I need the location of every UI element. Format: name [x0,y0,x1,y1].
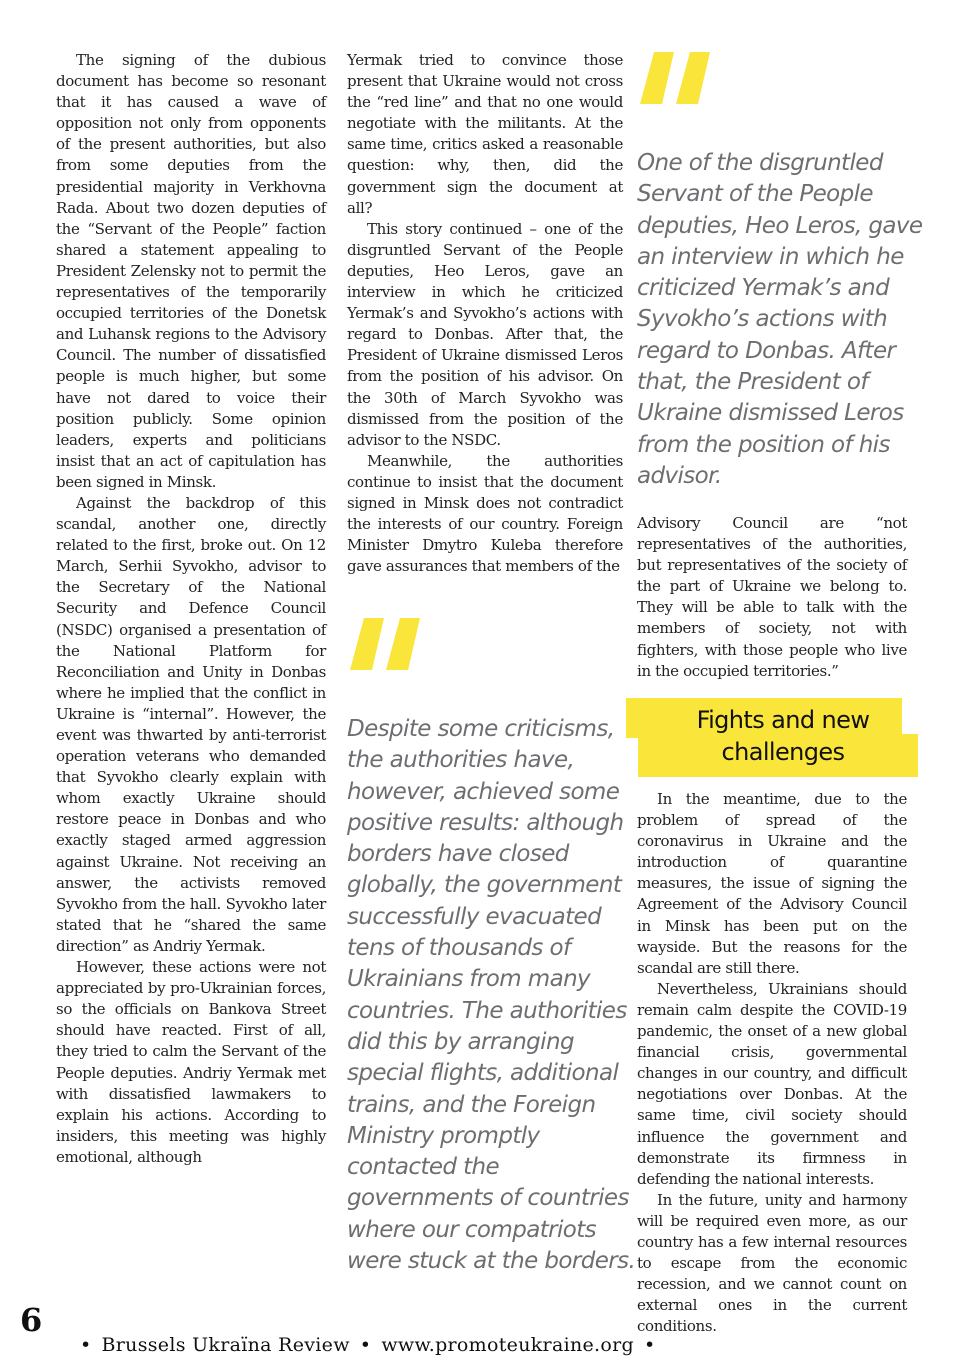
body-paragraph: Yermak tried to convince those present that Ukraine would not cross the “red line” and that no one would negotiate with the militants. At the same time, critics asked a reasonable question: why, then, did the government sign the document at all? [347,51,623,217]
page-number: 6 [20,1301,43,1339]
website-link[interactable]: www.promoteukraine.org [381,1334,634,1356]
body-paragraph: In the future, unity and harmony will be required even more, as our country has a few internal resources to escape from the economic recession, and we cannot count on external ones in the current conditions. [637,1190,907,1336]
body-paragraph: Meanwhile, the authorities continue to insist that the document signed in Minsk does not contradict the interests of our country. Foreign Minister Dmytro Kuleba therefore gave assurances that members of the [347,451,623,576]
double-quote-icon [350,618,422,674]
body-paragraph: However, these actions were not appreciated by pro-Ukrainian forces, so the officials on Bankova Street should have reacted. First of all, they tried to calm the Servant of the People deputies. Andriy Yermak met with dissatisfied lawmakers to explain his actions. According to insiders, this meeting was highly emotional, although [56,958,326,1166]
body-paragraph: In the meantime, due to the problem of spread of the coronavirus in Ukraine and the introduction of quarantine measures, the issue of signing the Agreement of the Advisory Council in Minsk has been put on the wayside. But the reasons for the scandal are still there. [637,790,907,977]
body-paragraph: Nevertheless, Ukrainians should remain calm despite the COVID-19 pandemic, the onset of a new global financial crisis, governmental changes in our country, and difficult negotiations over Donbas. At the same time, civil society should influence the government and demonstrate its firmness in defending the national interests. [637,979,907,1188]
body-paragraph: Against the backdrop of this scandal, another one, directly related to the first, broke out. On 12 March, Serhii Syvokho, advisor to the Secretary of the National Security and Defence Council (NSDC) organised a presentation of the National Platform for Reconciliation and Unity in Donbas where he implied that the conflict in Ukraine is “internal”. However, the event was thwarted by anti-terrorist operation veterans who demanded that Syvokho clearly explain with whom exactly Ukraine should restore peace in Donbas and who exactly staged armed aggression against Ukraine. Not receiving an answer, the activists removed Syvokho from the hall. Syvokho later stated that he “shared the same direction” as Andriy Yermak. [56,493,326,955]
article-column-1 [56,50,326,1168]
article-column-3 [637,513,907,682]
body-paragraph: This story continued – one of the disgruntled Servant of the People deputies, Heo Leros, gave an interview in which he criticized Yermak’s and Syvokho’s actions with regard to Donbas. After that, the President of Ukraine dismissed Leros from the position of his advisor. On the 30th of March Syvokho was dismissed from the position of the advisor to the NSDC. [347,219,623,449]
body-paragraph: The signing of the dubious document has become so resonant that it has caused a wave of opposition not only from opponents of the present authorities, but also from some deputies from the presidential majority in Verkhovna Rada. About two dozen deputies of the “Servant of the People” faction shared a statement appealing to President Zelensky not to permit the representatives of the temporarily occupied territories of the Donetsk and Luhansk regions to the Advisory Council. The number of dissatisfied people is much higher, but some have not dared to voice their position publicly. Some opinion leaders, experts and politicians insist that an act of capitulation has been signed in Minsk. [56,51,326,491]
bullet-separator: • [80,1334,92,1356]
pull-quote: One of the disgruntled Servant of the People deputies, Heo Leros, gave an interview in which he criticized Yermak’s and Syvokho’s actions with regard to Donbas. After that, the President of Ukraine dismissed Leros from the position of his advisor. [637,150,923,489]
publication-name: Brussels Ukraïna Review [101,1334,350,1356]
pull-quote: Despite some criticisms, the authorities have, however, achieved some positive results: although borders have closed globally, the government successfully evacuated tens of thousands of Ukrainians from many countries. The authorities did this by arranging special flights, additional trains, and the Foreign Ministry promptly contacted the governments of countries where our compatriots were stuck at the borders. [347,716,636,1275]
bullet-separator: • [359,1334,372,1356]
bullet-separator: • [643,1334,656,1356]
article-column-2 [347,50,623,577]
footer-bar [70,1334,665,1356]
section-heading: Fights and new challenges [696,706,870,766]
body-paragraph: Advisory Council are “not representatives of the authorities, but representatives of the society of the part of Ukraine we belong to. They will be able to talk with the members of society, not with fighters, with those people who live in the occupied territories.” [637,514,907,680]
double-quote-icon [640,52,712,108]
article-column-3-continued [637,789,907,1337]
